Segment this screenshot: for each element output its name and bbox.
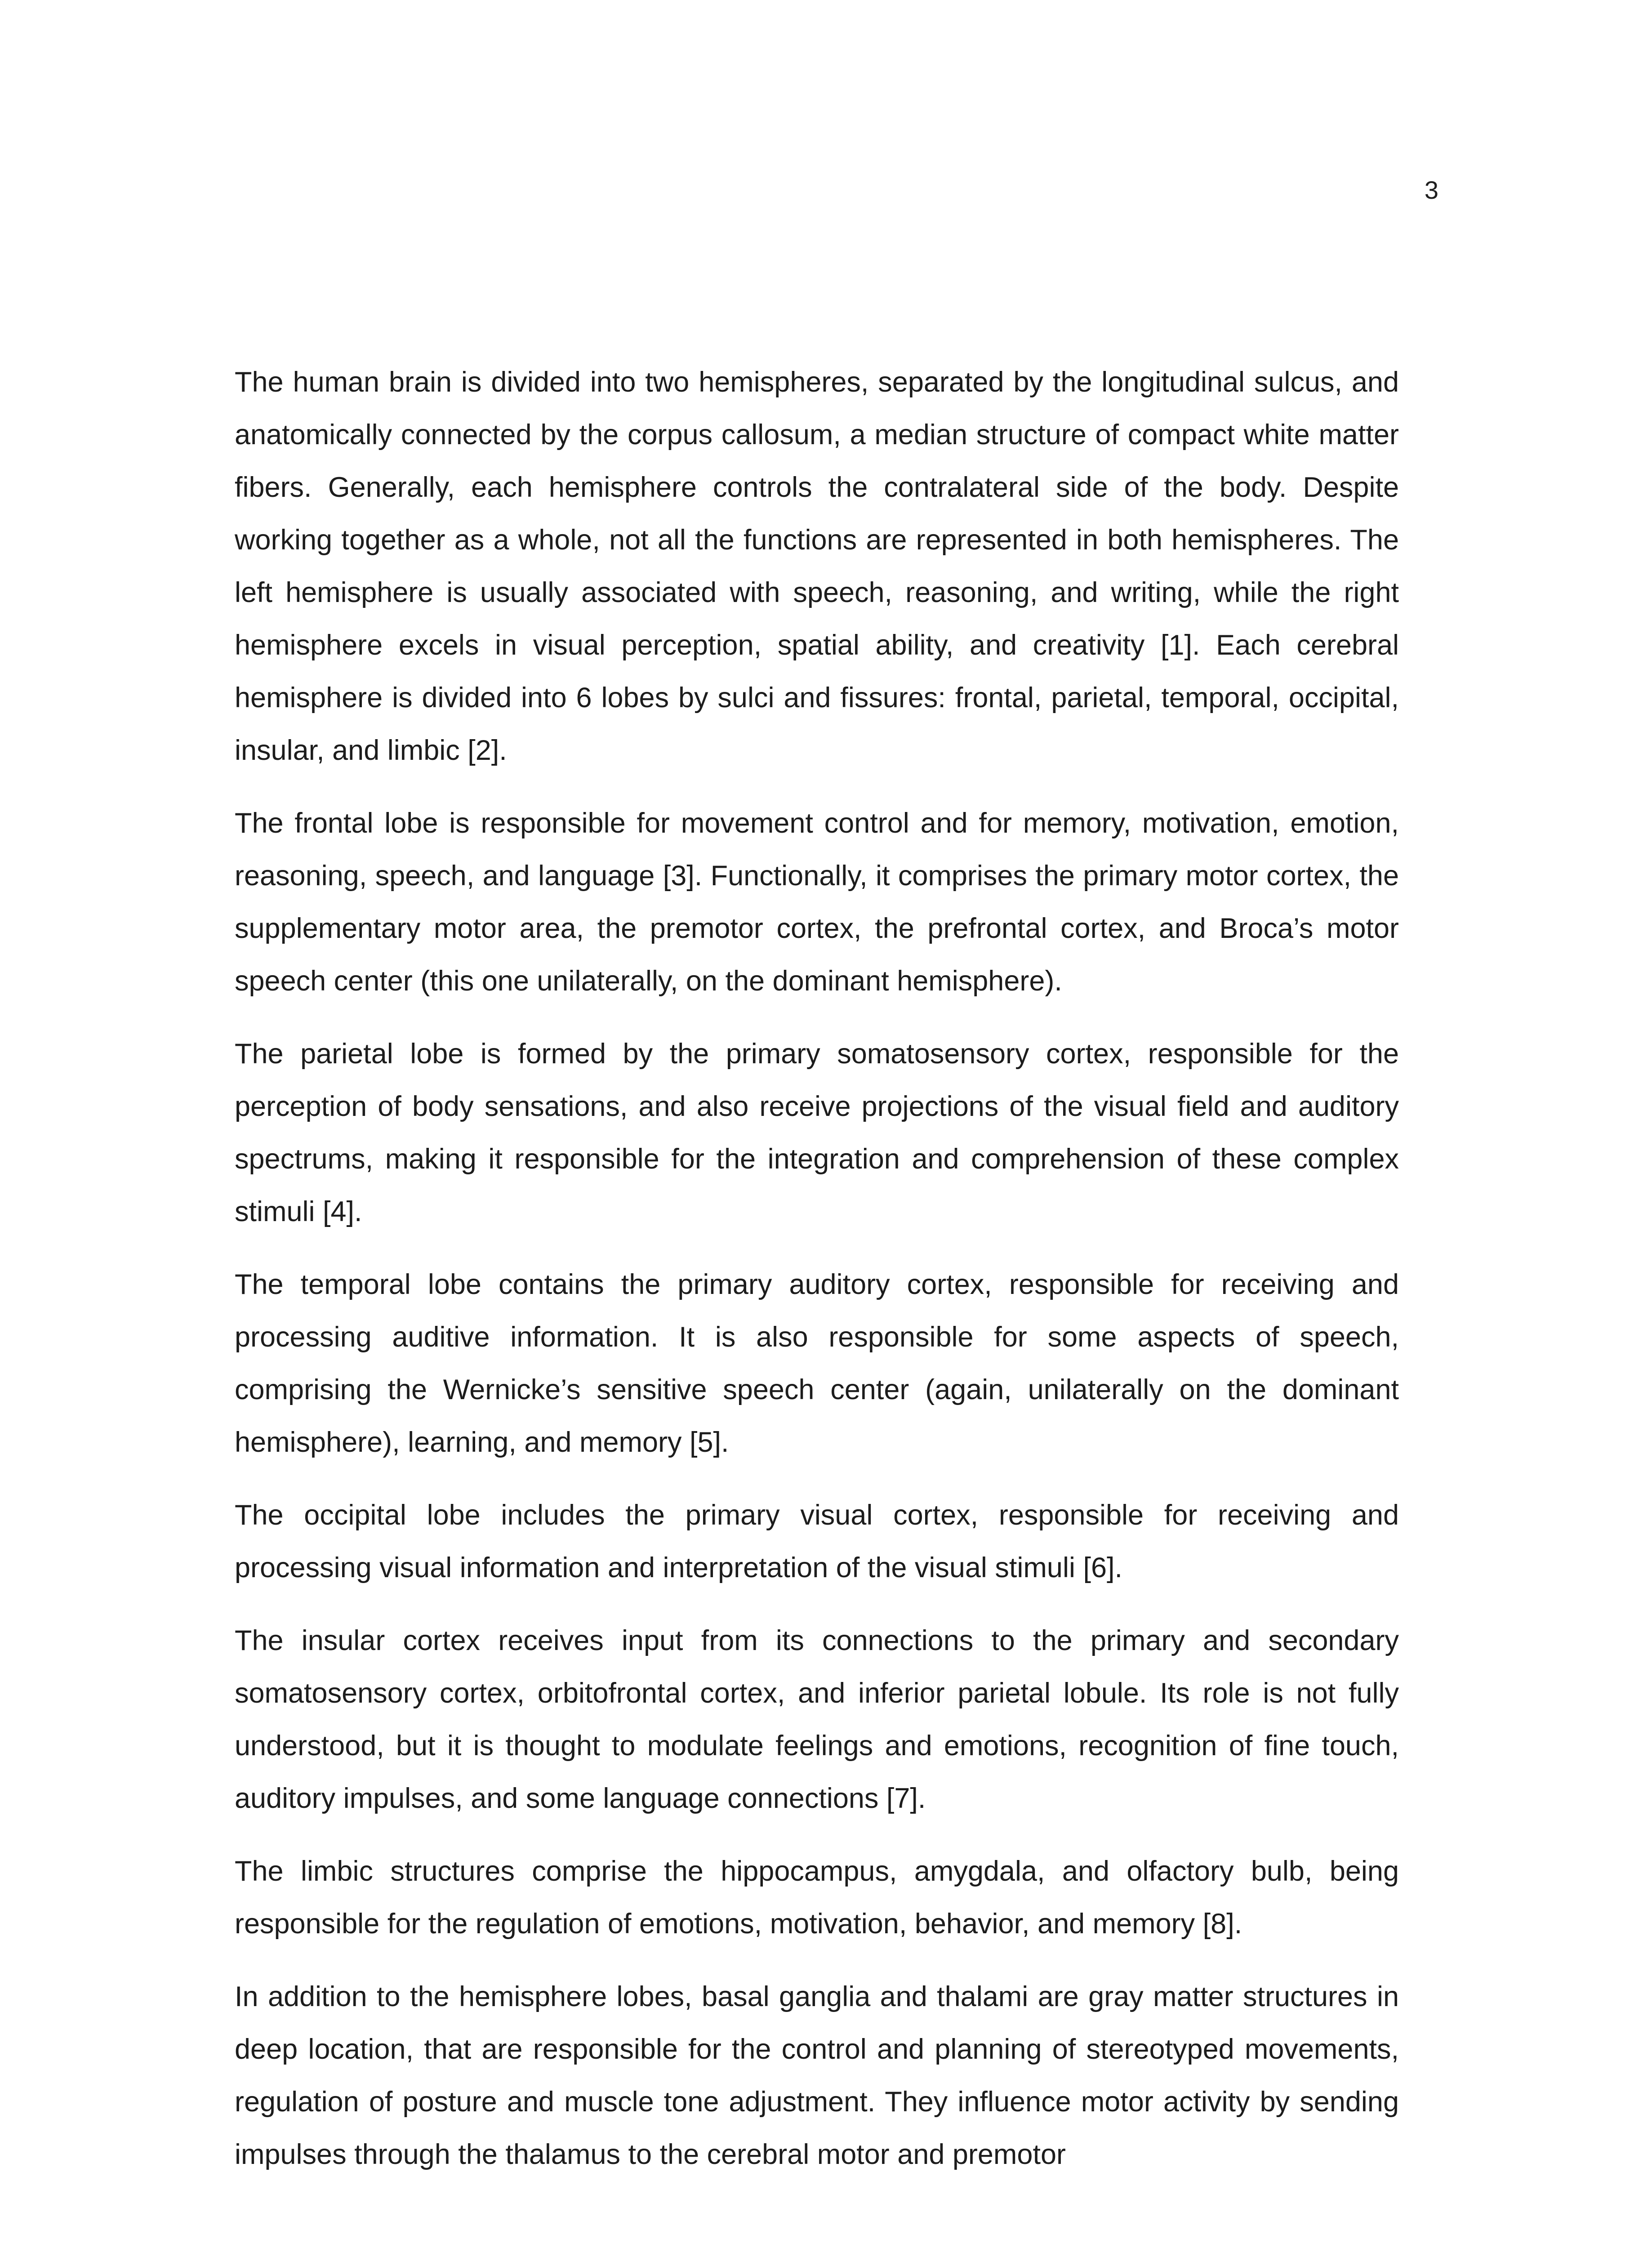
- paragraph-basal-ganglia: In addition to the hemisphere lobes, basal ganglia and thalami are gray matter structures in deep location, that are responsible for the control and planning of stereotyped movements, regulation of posture and muscle tone adjustment. They influence motor activity by sending impulses through the thalamus to the cerebral motor and premotor: [235, 1981, 1399, 2170]
- page-number: 3: [1424, 176, 1438, 204]
- paragraph-temporal-lobe: The temporal lobe contains the primary auditory cortex, responsible for receiving and processing auditive information. It is also responsible for some aspects of speech, comprising the Wernicke’s sensitive speech center (again, unilaterally on the dominant hemisphere), learning, and memory [5].: [235, 1269, 1399, 1458]
- paragraph-limbic-structures: The limbic structures comprise the hippocampus, amygdala, and olfactory bulb, being responsible for the regulation of emotions, motivation, behavior, and memory [8].: [235, 1855, 1399, 1940]
- paragraph-parietal-lobe: The parietal lobe is formed by the primary somatosensory cortex, responsible for the perception of body sensations, and also receive projections of the visual field and auditory spectrums, making it responsible for the integration and comprehension of these complex stimuli [4].: [235, 1038, 1399, 1227]
- paragraph-insular-cortex: The insular cortex receives input from its connections to the primary and secondary somatosensory cortex, orbitofrontal cortex, and inferior parietal lobule. Its role is not fully understood, but it is thought to modulate feelings and emotions, recognition of fine touch, auditory impulses, and some language connections [7].: [235, 1625, 1399, 1814]
- paragraph-frontal-lobe: The frontal lobe is responsible for movement control and for memory, motivation, emotion, reasoning, speech, and language [3]. Functionally, it comprises the primary motor cortex, the supplementary motor area, the premotor cortex, the prefrontal cortex, and Broca’s motor speech center (this one unilaterally, on the dominant hemisphere).: [235, 807, 1399, 997]
- paragraph-hemispheres: The human brain is divided into two hemispheres, separated by the longitudinal sulcus, and anatomically connected by the corpus callosum, a median structure of compact white matter fibers. Generally, each hemisphere controls the contralateral side of the body. Despite working together as a whole, not all the functions are represented in both hemispheres. The left hemisphere is usually associated with speech, reasoning, and writing, while the right hemisphere excels in visual perception, spatial ability, and creativity [1]. Each cerebral hemisphere is divided into 6 lobes by sulci and fissures: frontal, parietal, temporal, occipital, insular, and limbic [2].: [235, 366, 1399, 766]
- paragraph-occipital-lobe: The occipital lobe includes the primary visual cortex, responsible for receiving and processing visual information and interpretation of the visual stimuli [6].: [235, 1499, 1399, 1583]
- body-text: [235, 356, 1399, 2201]
